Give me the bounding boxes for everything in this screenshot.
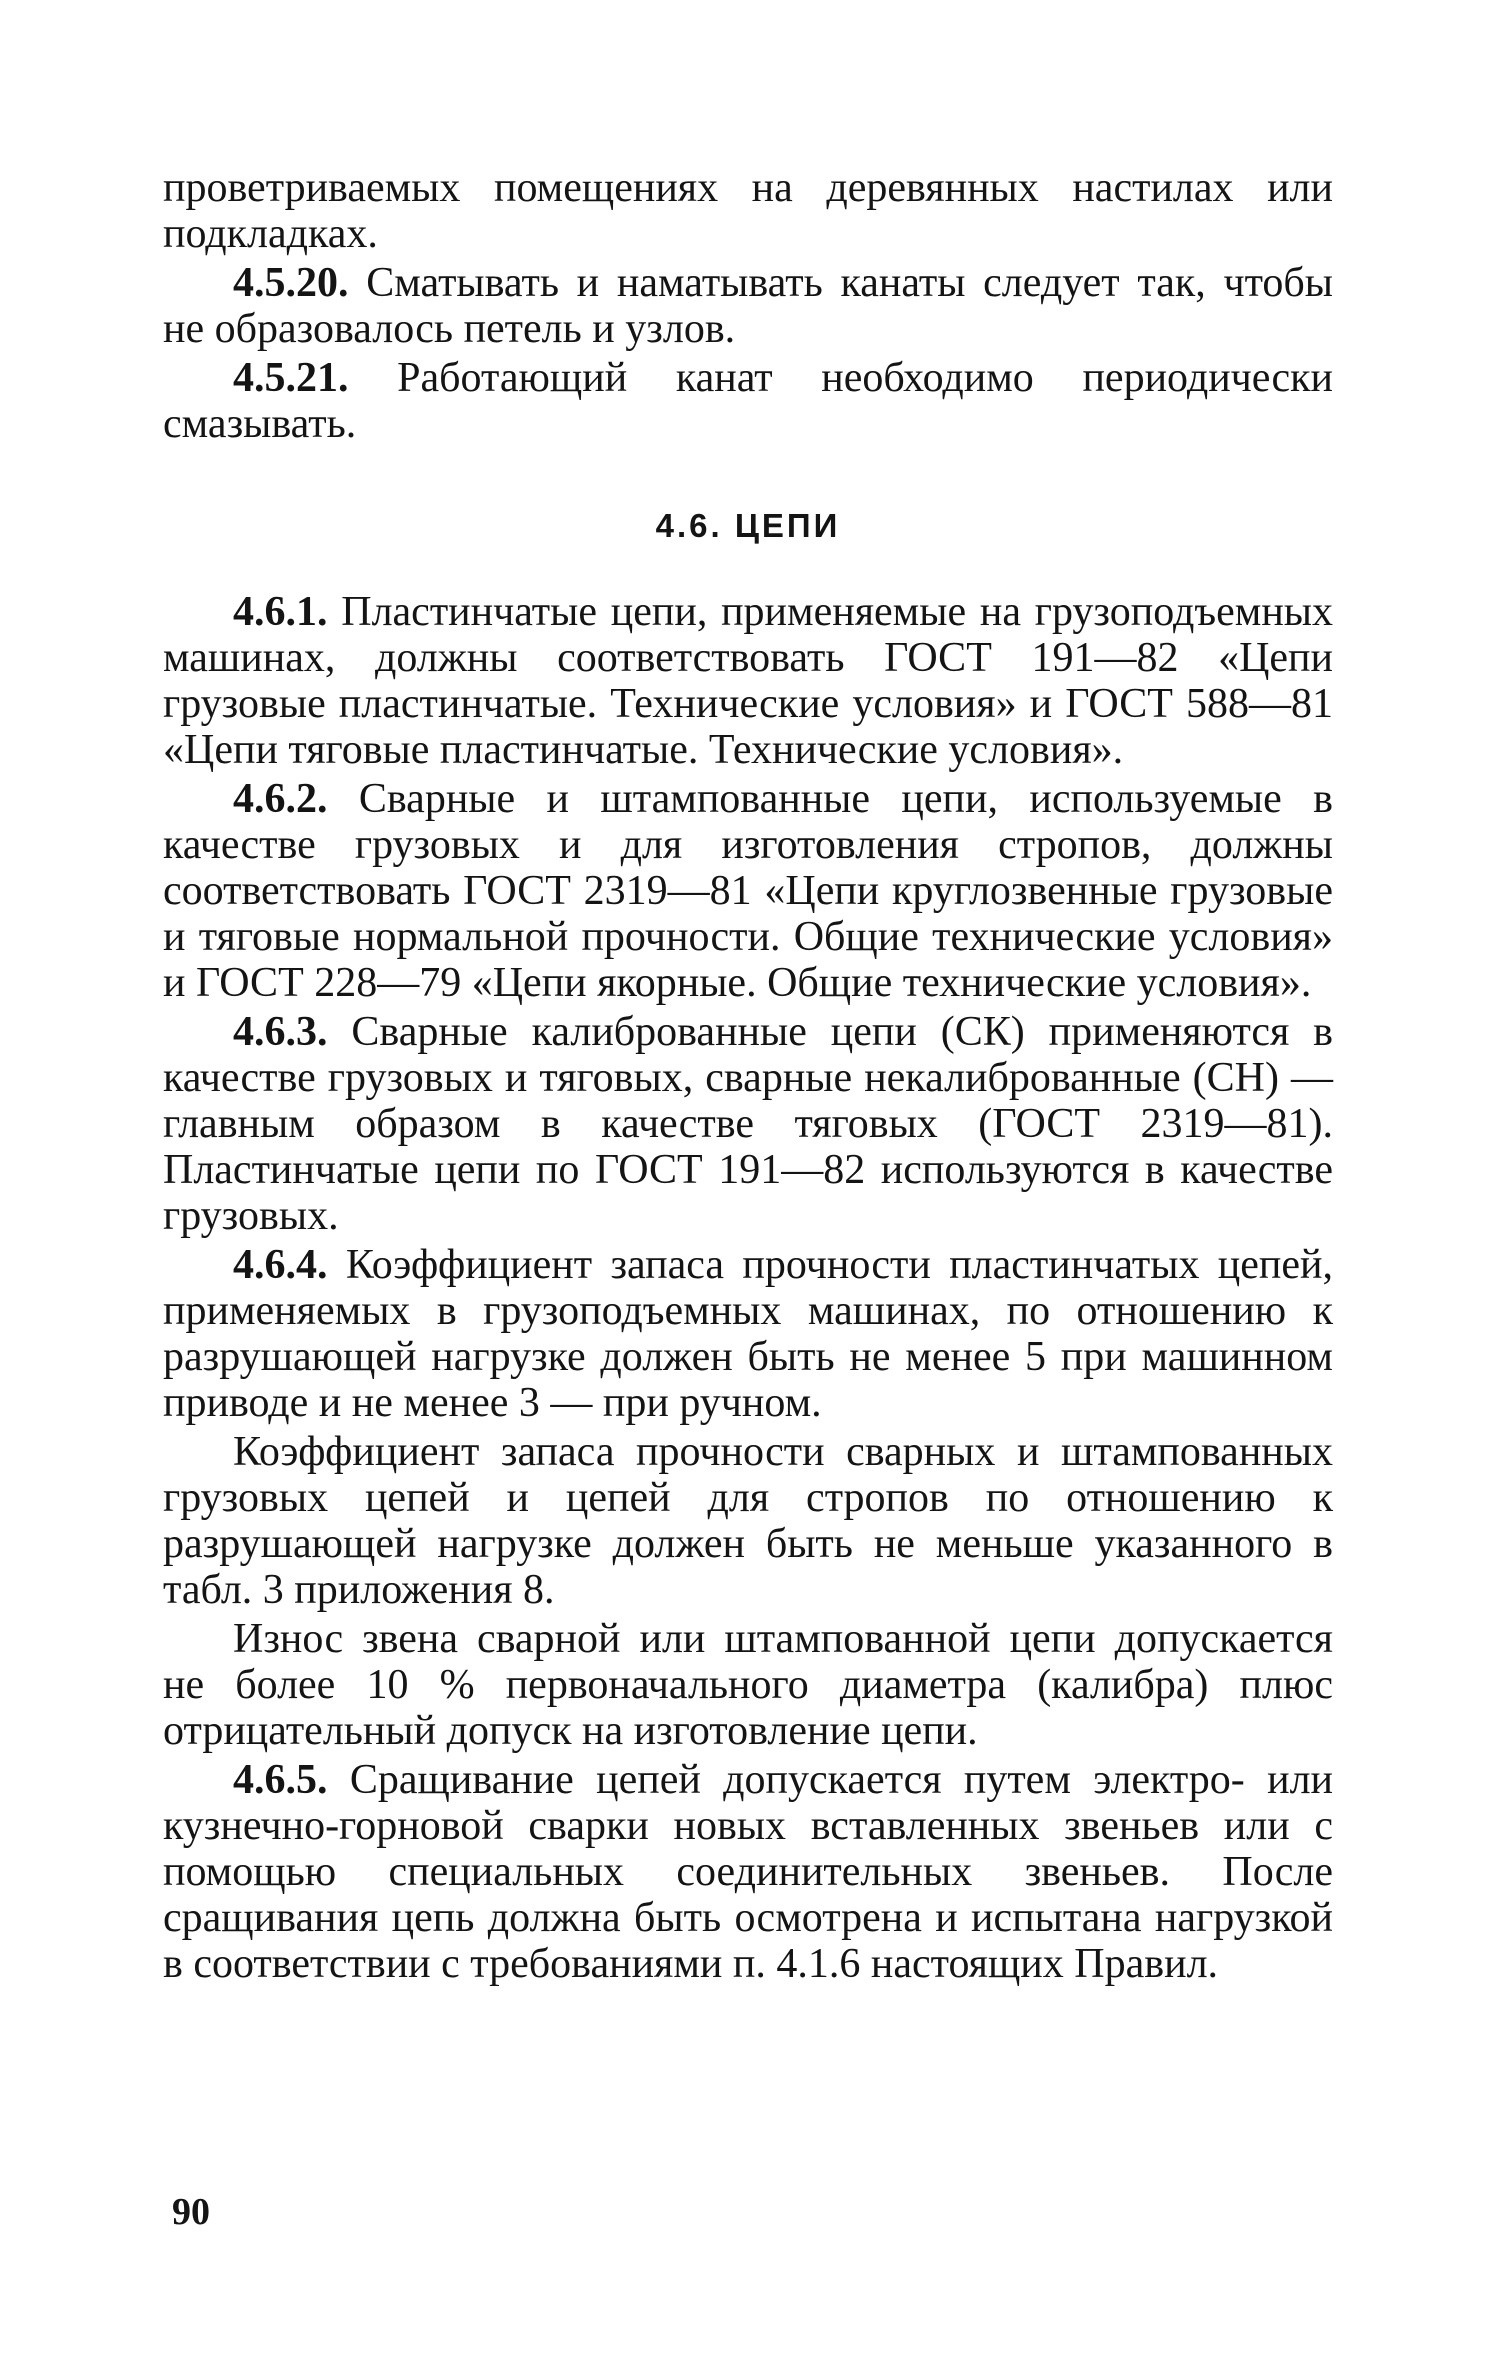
clause-text: Сварные и штампованные цепи, используемые в качестве грузовых и для изготовления стропов, должны соответствовать ГОСТ 2319—81 «Цепи круглозвенные грузовые и тяговые нормальной прочности. Общие технические условия» и ГОСТ 228—79 «Цепи якорные. Общие технические условия». bbox=[163, 776, 1333, 1006]
clause-4-5-21 bbox=[163, 355, 1333, 447]
clause-number: 4.6.3. bbox=[233, 1009, 328, 1055]
paragraph-continuation: проветриваемых помещениях на деревянных настилах или подкладках. bbox=[163, 165, 1333, 257]
clause-number: 4.6.5. bbox=[233, 1757, 328, 1803]
clause-number: 4.6.1. bbox=[233, 589, 328, 635]
section-heading: 4.6. ЦЕПИ bbox=[655, 507, 841, 544]
clause-4-6-1 bbox=[163, 589, 1333, 773]
clause-number: 4.5.21. bbox=[233, 355, 349, 401]
clause-4-6-5 bbox=[163, 1757, 1333, 1987]
clause-text: Сращивание цепей допускается путем электро- или кузнечно-горновой сварки новых вставленных звеньев или с помощью специальных соединительных звеньев. После сращивания цепь должна быть осмотрена и испытана нагрузкой в соответствии с требованиями п. 4.1.6 настоящих Правил. bbox=[163, 1757, 1334, 1987]
paragraph-wear: Износ звена сварной или штампованной цепи допускается не более 10 % первоначального диаметра (калибра) плюс отрицательный допуск на изготовление цепи. bbox=[163, 1616, 1333, 1754]
clause-4-6-2 bbox=[163, 776, 1333, 1006]
clause-text: Сварные калиброванные цепи (СК) применяются в качестве грузовых и тяговых, сварные некалиброванные (СН) — главным образом в качестве тяговых (ГОСТ 2319—81). Пластинчатые цепи по ГОСТ 191—82 используются в качестве грузовых. bbox=[163, 1009, 1334, 1239]
clause-text: Коэффициент запаса прочности пластинчатых цепей, применяемых в грузоподъемных машинах, по отношению к разрушающей нагрузке должен быть не менее 5 при машинном приводе и не менее 3 — при ручном. bbox=[163, 1242, 1334, 1426]
clause-4-5-20 bbox=[163, 260, 1333, 352]
clause-number: 4.5.20. bbox=[233, 260, 349, 306]
clause-text: Сматывать и наматывать канаты следует так, чтобы не образовалось петель и узлов. bbox=[163, 260, 1333, 352]
clause-number: 4.6.4. bbox=[233, 1242, 328, 1288]
page-number: 90 bbox=[172, 2191, 210, 2233]
clause-4-6-3 bbox=[163, 1009, 1333, 1239]
clause-text: Работающий канат необходимо периодически смазывать. bbox=[163, 355, 1334, 447]
paragraph-safety-factor: Коэффициент запаса прочности сварных и штампованных грузовых цепей и цепей для стропов по отношению к разрушающей нагрузке должен быть не меньше указанного в табл. 3 приложения 8. bbox=[163, 1429, 1333, 1613]
clause-text: Пластинчатые цепи, применяемые на грузоподъемных машинах, должны соответствовать ГОСТ 191—82 «Цепи грузовые пластинчатые. Технические условия» и ГОСТ 588—81 «Цепи тяговые пластинчатые. Технические условия». bbox=[163, 589, 1334, 773]
clause-4-6-4 bbox=[163, 1242, 1333, 1426]
clause-number: 4.6.2. bbox=[233, 776, 328, 822]
page-body bbox=[163, 165, 1333, 1987]
